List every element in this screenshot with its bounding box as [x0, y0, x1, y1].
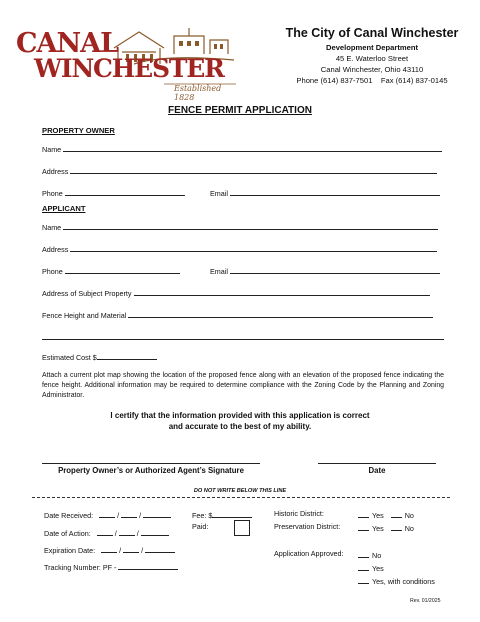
date-received-month[interactable] [99, 509, 115, 518]
street-address: 45 E. Waterloo Street [335, 54, 409, 63]
applicant-email-row [210, 265, 440, 276]
certification-statement [0, 410, 480, 432]
approved-conditions-label: Yes, with conditions [372, 577, 435, 586]
tracking-number-field[interactable] [118, 561, 178, 570]
subject-address-row [42, 287, 430, 298]
applicant-phone-row [42, 265, 180, 276]
applicant-heading: APPLICANT [42, 204, 86, 213]
owner-email-field[interactable] [230, 187, 440, 196]
historic-no-label: No [404, 511, 414, 520]
date-action-month[interactable] [97, 527, 113, 536]
tracking-row [44, 561, 178, 572]
owner-phone-label: Phone [42, 189, 63, 198]
date-action-label: Date of Action: [44, 529, 91, 538]
subject-address-field[interactable] [134, 287, 430, 296]
instructions-paragraph: Attach a current plot map showing the location of the proposed fence along with an elevation of the proposed fence indicating the fence height. Additional information may be required to determine compliance with the Zoning Code by the Planning and Zoning Administrator. [42, 372, 444, 399]
letterhead [282, 26, 462, 85]
owner-phone-row [42, 187, 185, 198]
owner-email-label: Email [210, 189, 228, 198]
preservation-yes-label: Yes [372, 524, 384, 533]
city-logo [14, 24, 236, 102]
city-state-zip: Canal Winchester, Ohio 43110 [320, 65, 424, 74]
approved-yes-blank[interactable] [358, 562, 369, 571]
paid-row [192, 522, 208, 531]
date-action-row: Date of Action: / / [44, 527, 169, 538]
city-name: The City of Canal Winchester [285, 26, 459, 40]
paid-label: Paid: [192, 522, 209, 531]
expiration-label: Expiration Date: [44, 546, 96, 555]
historic-no-blank[interactable] [391, 509, 402, 518]
preservation-no-blank[interactable] [391, 522, 402, 531]
approved-yes-option [358, 562, 384, 573]
logo-word-canal: CANAL [16, 28, 119, 59]
owner-address-row [42, 165, 437, 176]
date-received-row: Date Received: / / [44, 509, 171, 520]
form-title: FENCE PERMIT APPLICATION [168, 105, 312, 116]
owner-name-field[interactable] [63, 143, 442, 152]
historic-yes-label: Yes [372, 511, 384, 520]
contact-numbers [282, 76, 462, 85]
fence-height-row [42, 309, 433, 320]
date-line[interactable] [318, 463, 436, 464]
applicant-phone-label: Phone [42, 267, 63, 276]
paid-checkbox[interactable] [234, 520, 250, 536]
signature-line[interactable] [42, 463, 260, 464]
tracking-prefix: PF - [102, 563, 117, 572]
preservation-label: Preservation District: [274, 522, 341, 531]
expiration-year[interactable] [145, 544, 175, 553]
owner-name-row [42, 143, 442, 154]
date-label: Date [368, 466, 386, 475]
historic-row [274, 509, 324, 518]
applicant-name-row [42, 221, 438, 232]
approved-yes-label: Yes [372, 564, 384, 573]
date-action-year[interactable] [141, 527, 169, 536]
approved-row [274, 549, 344, 558]
certification-line-2: and accurate to the best of my ability. [168, 422, 312, 431]
fence-height-field[interactable] [128, 309, 433, 318]
owner-phone-field[interactable] [65, 187, 185, 196]
property-owner-heading: PROPERTY OWNER [42, 126, 115, 135]
approved-label: Application Approved: [274, 549, 344, 558]
estimated-cost-row [42, 351, 157, 362]
date-received-label: Date Received: [44, 511, 94, 520]
expiration-day[interactable] [123, 544, 139, 553]
department-name: Development Department [326, 43, 418, 52]
owner-address-label: Address [42, 167, 69, 176]
applicant-address-field[interactable] [70, 243, 437, 252]
applicant-email-label: Email [210, 267, 228, 276]
applicant-phone-field[interactable] [65, 265, 180, 274]
preservation-yes-blank[interactable] [358, 522, 369, 531]
applicant-name-field[interactable] [63, 221, 438, 230]
owner-address-field[interactable] [70, 165, 437, 174]
logo-word-winchester: WINCHESTER [34, 54, 224, 83]
date-action-day[interactable] [119, 527, 135, 536]
subject-address-label: Address of Subject Property [42, 289, 132, 298]
date-received-year[interactable] [143, 509, 171, 518]
approved-no-option [358, 549, 381, 560]
tracking-label: Tracking Number: [44, 563, 101, 572]
historic-options [358, 509, 414, 520]
certification-line-1: I certify that the information provided with this application is correct [110, 411, 370, 420]
estimated-cost-label: Estimated Cost $ [42, 353, 97, 362]
expiration-month[interactable] [101, 544, 117, 553]
estimated-cost-field[interactable] [97, 351, 157, 360]
fax-number: Fax (614) 837-0145 [380, 76, 448, 85]
applicant-address-label: Address [42, 245, 69, 254]
preservation-no-label: No [404, 524, 414, 533]
owner-email-row [210, 187, 440, 198]
applicant-email-field[interactable] [230, 265, 440, 274]
signature-label: Property Owner’s or Authorized Agent’s Signature [58, 466, 244, 475]
phone-number: Phone (614) 837-7501 [296, 76, 373, 85]
approved-no-label: No [372, 551, 382, 560]
applicant-address-row [42, 243, 437, 254]
office-use-divider [32, 497, 450, 498]
revision-number: Rev. 01/2025 [410, 598, 441, 604]
fence-height-label: Fence Height and Material [42, 311, 127, 320]
fee-field[interactable] [212, 509, 252, 518]
logo-established: Established 1828 [174, 84, 222, 102]
fee-row [192, 509, 252, 520]
fence-height-continuation-field[interactable] [42, 331, 444, 340]
historic-yes-blank[interactable] [358, 509, 369, 518]
date-received-day[interactable] [121, 509, 137, 518]
fee-label: Fee: $ [192, 511, 213, 520]
approved-conditions-option [358, 575, 435, 586]
applicant-name-label: Name [42, 223, 62, 232]
owner-name-label: Name [42, 145, 62, 154]
office-use-notice: DO NOT WRITE BELOW THIS LINE [193, 488, 287, 494]
expiration-row: Expiration Date: / / [44, 544, 175, 555]
preservation-options [358, 522, 414, 533]
approved-conditions-blank[interactable] [358, 575, 369, 584]
historic-label: Historic District: [274, 509, 324, 518]
preservation-row [274, 522, 340, 531]
approved-no-blank[interactable] [358, 549, 369, 558]
